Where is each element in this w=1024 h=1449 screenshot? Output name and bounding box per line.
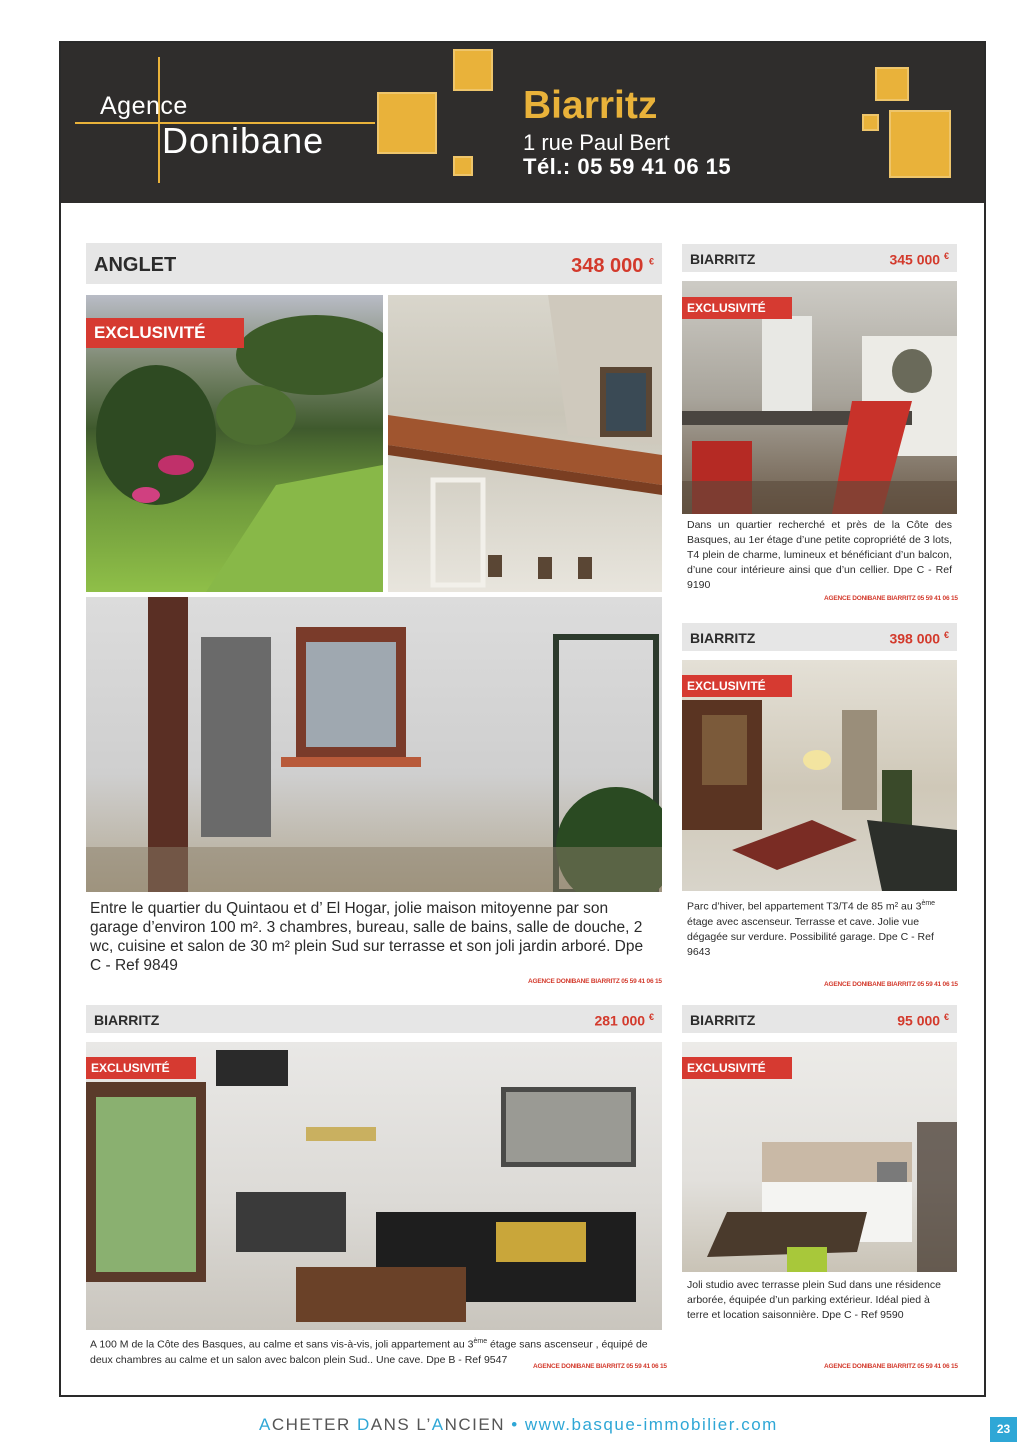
listing-price: 95 000 €	[897, 1012, 949, 1029]
listing-location: ANGLET	[94, 254, 177, 276]
listing-description: Dans un quartier recherché et près de la Côte des Basques, au 1er étage d’une petite copropriété de 3 lots, T4 plein de charme, lumineux et bénéficiant d’un balcon, d’une cour intérieure ainsi que d’un cellier. Dpe C - Ref 9190	[687, 519, 952, 591]
listing-description: Entre le quartier du Quintaou et d’ El Hogar, jolie maison mitoyenne par son garage d’environ 100 m². 3 chambres, bureau, salle de bains, salle de douche, 2 wc, cuisine et salon de 30 m² plein Sud sur terrasse et son joli jardin arboré. Dpe C - Ref 9849	[90, 900, 644, 974]
listing-location: BIARRITZ	[690, 630, 756, 646]
footer-website-link[interactable]: www.basque-immobilier.com	[524, 1415, 778, 1434]
listing-bar-biarritz-95000	[682, 1005, 957, 1033]
listing-description: Parc d’hiver, bel appartement T3/T4 de 85 m² au 3ème étage avec ascenseur. Terrasse et cave. Jolie vue dégagée sur verdure. Possibilité garage. Dpe C - Ref 9643	[687, 900, 936, 958]
exclusivite-badge: EXCLUSIVITÉ	[86, 1057, 196, 1079]
agency-credit: AGENCE DONIBANE BIARRITZ 05 59 41 06 15	[824, 981, 958, 988]
deco-square-small	[862, 114, 879, 131]
listing-price: 348 000 €	[571, 255, 654, 277]
listing-location: BIARRITZ	[690, 251, 756, 267]
logo-donibane-text: Donibane	[162, 120, 325, 161]
page-number: 23	[990, 1417, 1017, 1442]
footer-tagline: ACHETER DANS L’ANCIEN • www.basque-immobilier.com	[259, 1415, 778, 1434]
listing-location: BIARRITZ	[690, 1012, 756, 1028]
logo-square-small	[453, 156, 473, 176]
deco-square-large	[889, 110, 951, 178]
exclusivite-badge: EXCLUSIVITÉ	[682, 1057, 792, 1079]
listing-bar-anglet	[86, 243, 662, 284]
agency-credit: AGENCE DONIBANE BIARRITZ 05 59 41 06 15	[824, 595, 958, 602]
exclusivite-badge: EXCLUSIVITÉ	[682, 675, 792, 697]
house-roof-photo	[388, 295, 662, 592]
listing-price: 281 000 €	[594, 1012, 654, 1029]
listing-description: A 100 M de la Côte des Basques, au calme et sans vis-à-vis, joli appartement au 3ème étage sans ascenseur , équipé de deux chambres au calme et un salon avec balcon plein Sud.. Une cave. Dpe B - Ref 9547	[90, 1338, 648, 1366]
agency-credit: AGENCE DONIBANE BIARRITZ 05 59 41 06 15	[528, 978, 662, 985]
logo-square-top	[453, 49, 493, 91]
listing-price: 398 000 €	[889, 630, 949, 647]
listing-description: Joli studio avec terrasse plein Sud dans une résidence arborée, équipée d’un parking extérieur. Idéal pied à terre et location saisonnière. Dpe C - Ref 9590	[687, 1279, 941, 1321]
listing-location: BIARRITZ	[94, 1012, 160, 1028]
house-facade-photo	[86, 597, 662, 892]
logo-square-large	[377, 92, 437, 154]
lounge-photo	[86, 1042, 662, 1330]
logo-agence-text: Agence	[100, 92, 188, 120]
exclusivite-badge: EXCLUSIVITÉ	[86, 318, 244, 348]
agency-city: Biarritz	[523, 84, 658, 127]
agency-credit: AGENCE DONIBANE BIARRITZ 05 59 41 06 15	[533, 1363, 667, 1370]
agency-phone: Tél.: 05 59 41 06 15	[523, 154, 732, 179]
listing-price: 345 000 €	[889, 251, 949, 268]
listing-bar-biarritz-345000	[682, 244, 957, 272]
agency-credit: AGENCE DONIBANE BIARRITZ 05 59 41 06 15	[824, 1363, 958, 1370]
listing-bar-biarritz-281000	[86, 1005, 662, 1033]
listing-bar-biarritz-398000	[682, 623, 957, 651]
deco-square-top	[875, 67, 909, 101]
agency-address: 1 rue Paul Bert	[523, 130, 670, 155]
exclusivite-badge: EXCLUSIVITÉ	[682, 297, 792, 319]
